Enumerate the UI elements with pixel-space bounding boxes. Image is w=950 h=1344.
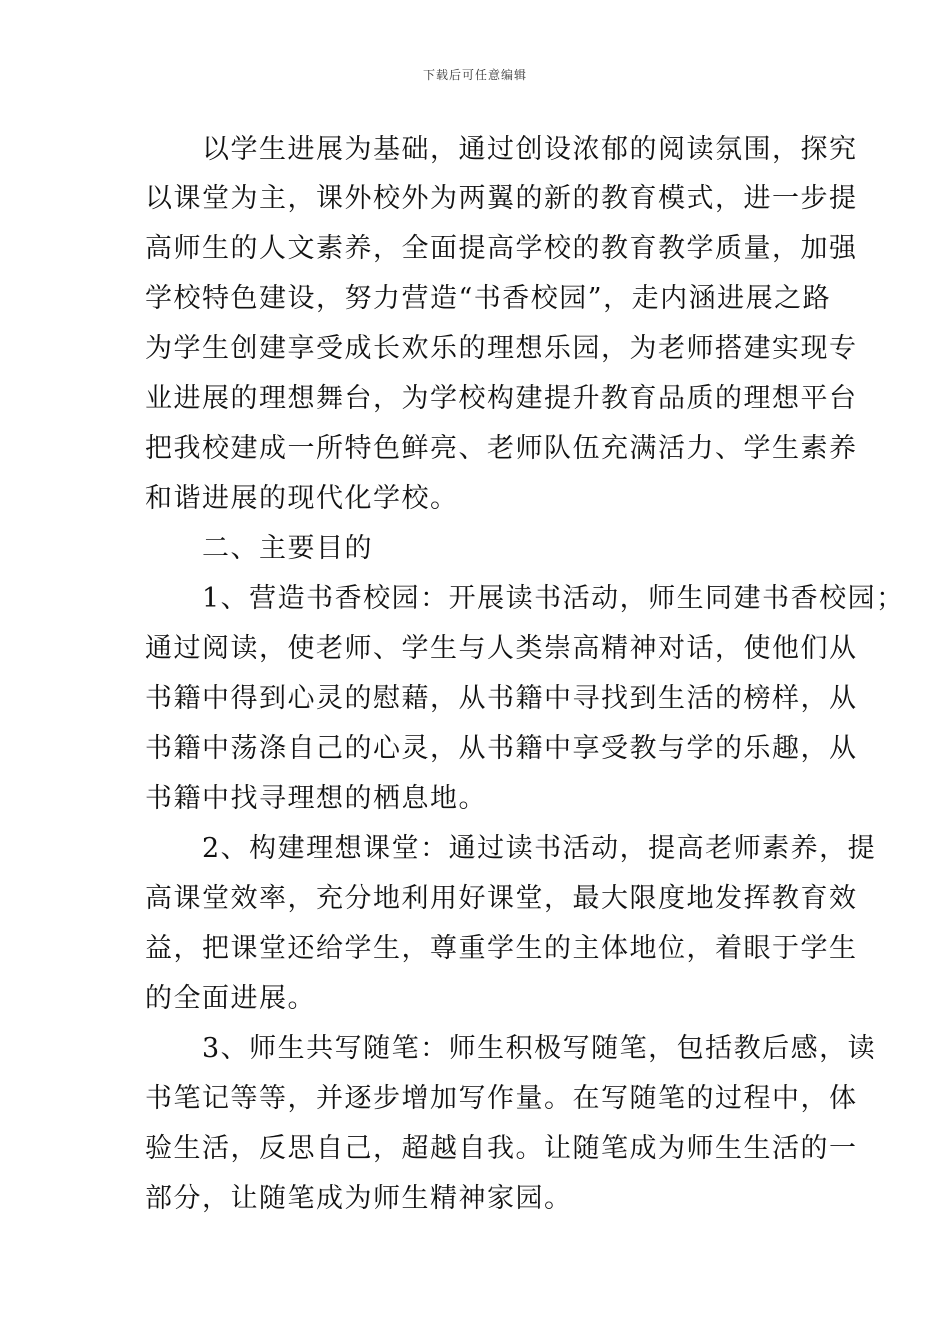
text-line: 业进展的理想舞台，为学校构建提升教育品质的理想平台 xyxy=(145,383,858,414)
text-line: 以课堂为主，课外校外为两翼的新的教育模式，进一步提 xyxy=(145,183,858,214)
text-line: 书笔记等等，并逐步增加写作量。在写随笔的过程中，体 xyxy=(145,1083,858,1114)
text-line: 高课堂效率，充分地利用好课堂，最大限度地发挥教育效 xyxy=(145,883,858,914)
text-line: 为学生创建享受成长欢乐的理想乐园，为老师搭建实现专 xyxy=(145,333,858,364)
text-line: 以学生进展为基础，通过创设浓郁的阅读氛围，探究 xyxy=(145,134,858,165)
text-line: 书籍中荡涤自己的心灵，从书籍中享受教与学的乐趣，从 xyxy=(145,733,858,764)
text-line: 1、营造书香校园：开展读书活动，师生同建书香校园； xyxy=(145,583,905,614)
text-line: 的全面进展。 xyxy=(145,983,316,1014)
text-line: 通过阅读，使老师、学生与人类崇高精神对话，使他们从 xyxy=(145,633,858,664)
text-line: 益，把课堂还给学生，尊重学生的主体地位，着眼于学生 xyxy=(145,933,858,964)
text-line: 学校特色建设，努力营造“书香校园”，走内涵进展之路 xyxy=(145,283,832,314)
text-line: 验生活，反思自己，超越自我。让随笔成为师生生活的一 xyxy=(145,1133,858,1164)
text-line: 3、师生共写随笔：师生积极写随笔，包括教后感，读 xyxy=(145,1033,877,1064)
page-header-note: 下载后可任意编辑 xyxy=(422,68,527,82)
text-line: 2、构建理想课堂：通过读书活动，提高老师素养，提 xyxy=(145,833,877,864)
text-line: 书籍中得到心灵的慰藉，从书籍中寻找到生活的榜样，从 xyxy=(145,683,858,714)
section-heading: 二、主要目的 xyxy=(145,533,373,564)
text-line: 高师生的人文素养，全面提高学校的教育教学质量，加强 xyxy=(145,233,858,264)
text-line: 和谐进展的现代化学校。 xyxy=(145,483,459,514)
text-line: 部分，让随笔成为师生精神家园。 xyxy=(145,1183,573,1214)
text-line: 书籍中找寻理想的栖息地。 xyxy=(145,783,487,814)
text-line: 把我校建成一所特色鲜亮、老师队伍充满活力、学生素养 xyxy=(145,433,858,464)
